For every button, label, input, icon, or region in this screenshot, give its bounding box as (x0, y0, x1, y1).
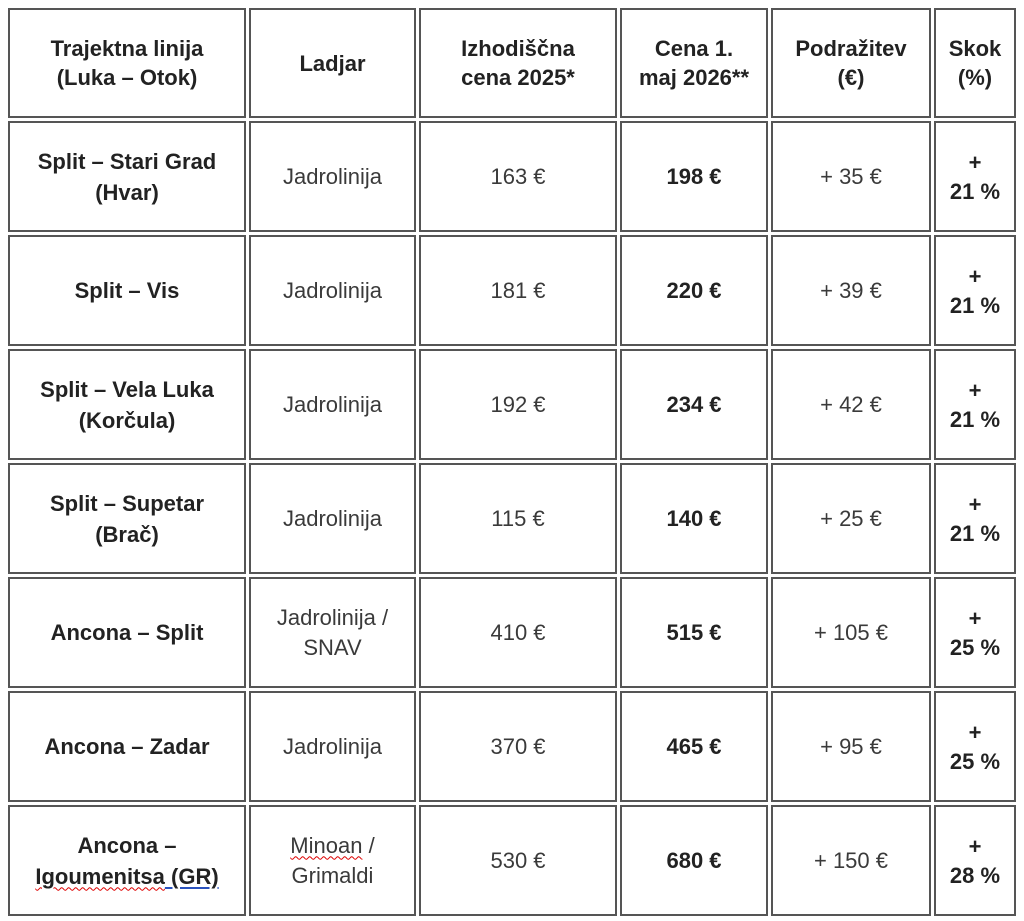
row3-operator (249, 349, 416, 460)
row3-jump-text: + 21 % (949, 377, 1001, 432)
row5-base-price-text: 410 € (490, 619, 546, 645)
header-jump (934, 8, 1016, 118)
row4-new-price (620, 463, 768, 574)
header-new-price (620, 8, 768, 118)
row5-new-price-text: 515 € (666, 619, 722, 645)
row7-operator (249, 805, 416, 916)
row5-jump (934, 577, 1016, 688)
row7-operator-text (290, 831, 374, 891)
row2-increase (771, 235, 931, 346)
row3-base-price (419, 349, 617, 460)
row5-route (8, 577, 246, 688)
row7-increase-text: + 150 € (813, 847, 888, 873)
row3-route (8, 349, 246, 460)
row1-increase-text: + 35 € (820, 163, 882, 189)
row1-operator-text: Jadrolinija (282, 163, 383, 189)
row7-route (8, 805, 246, 916)
row6-jump (934, 691, 1016, 802)
row6-operator (249, 691, 416, 802)
row4-increase-text: + 25 € (820, 505, 882, 531)
row4-jump (934, 463, 1016, 574)
row4-base-price (419, 463, 617, 574)
row6-route-text: Ancona – Zadar (44, 734, 210, 759)
row2-new-price (620, 235, 768, 346)
row6-increase-text: + 95 € (820, 733, 882, 759)
row1-operator (249, 121, 416, 232)
row2-operator-text: Jadrolinija (282, 277, 383, 303)
header-base-price-text: Izhodiščna cena 2025* (461, 36, 575, 90)
row1-route-text: Split – Stari Grad (Hvar) (37, 148, 217, 205)
row5-base-price (419, 577, 617, 688)
row7-increase (771, 805, 931, 916)
row7-base-price-text: 530 € (490, 847, 546, 873)
row7-jump (934, 805, 1016, 916)
row1-route (8, 121, 246, 232)
row3-route-text: Split – Vela Luka (Korčula) (40, 376, 214, 433)
row4-route-text: Split – Supetar (Brač) (49, 490, 205, 547)
header-increase-text: Podražitev (€) (795, 36, 907, 90)
row6-base-price-text: 370 € (490, 733, 546, 759)
row6-base-price (419, 691, 617, 802)
header-route (8, 8, 246, 118)
row5-new-price (620, 577, 768, 688)
row2-base-price-text: 181 € (490, 277, 546, 303)
row3-operator-text: Jadrolinija (282, 391, 383, 417)
row5-operator (249, 577, 416, 688)
row7-jump-text: + 28 % (949, 833, 1001, 888)
row7-route-line1: Ancona – (77, 832, 177, 858)
row1-new-price-text: 198 € (666, 163, 722, 189)
row7-base-price (419, 805, 617, 916)
row5-route-text: Ancona – Split (50, 620, 204, 645)
row4-jump-text: + 21 % (949, 491, 1001, 546)
row5-operator-text: Jadrolinija / SNAV (276, 604, 389, 660)
row3-jump (934, 349, 1016, 460)
row3-new-price (620, 349, 768, 460)
row4-increase (771, 463, 931, 574)
header-operator (249, 8, 416, 118)
row2-route-text: Split – Vis (74, 278, 180, 303)
row2-increase-text: + 39 € (820, 277, 882, 303)
row4-base-price-text: 115 € (491, 505, 545, 531)
row5-increase (771, 577, 931, 688)
row6-new-price (620, 691, 768, 802)
row2-base-price (419, 235, 617, 346)
header-increase (771, 8, 931, 118)
row6-operator-text: Jadrolinija (282, 733, 383, 759)
row2-new-price-text: 220 € (666, 277, 722, 303)
row7-new-price-text: 680 € (666, 847, 722, 873)
row7-operator-slash: / (362, 832, 375, 858)
row5-jump-text: + 25 % (949, 605, 1001, 660)
row3-new-price-text: 234 € (666, 391, 722, 417)
row4-operator-text: Jadrolinija (282, 505, 383, 531)
row1-base-price (419, 121, 617, 232)
header-new-price-text: Cena 1. maj 2026** (638, 36, 750, 90)
row6-new-price-text: 465 € (666, 733, 722, 759)
row2-route (8, 235, 246, 346)
row1-jump (934, 121, 1016, 232)
row4-new-price-text: 140 € (666, 505, 722, 531)
row7-route-text (35, 830, 218, 892)
row7-operator-minoan: Minoan (290, 832, 363, 858)
row2-jump-text: + 21 % (949, 263, 1001, 318)
header-jump-text: Skok (%) (948, 36, 1002, 90)
header-base-price (419, 8, 617, 118)
row1-base-price-text: 163 € (490, 163, 546, 189)
row3-base-price-text: 192 € (490, 391, 546, 417)
row2-jump (934, 235, 1016, 346)
row3-increase (771, 349, 931, 460)
row6-increase (771, 691, 931, 802)
row4-operator (249, 463, 416, 574)
row7-operator-grimaldi: Grimaldi (291, 862, 374, 888)
row7-new-price (620, 805, 768, 916)
row3-increase-text: + 42 € (820, 391, 882, 417)
row7-route-gr: (GR) (164, 863, 219, 889)
header-route-text: Trajektna linija (Luka – Otok) (50, 36, 204, 90)
row1-jump-text: + 21 % (949, 149, 1001, 204)
row4-route (8, 463, 246, 574)
row5-increase-text: + 105 € (813, 619, 888, 645)
header-operator-text: Ladjar (299, 50, 366, 76)
row1-increase (771, 121, 931, 232)
row2-operator (249, 235, 416, 346)
row6-route (8, 691, 246, 802)
row6-jump-text: + 25 % (949, 719, 1001, 774)
row7-route-igoumenitsa: Igoumenitsa (35, 863, 165, 889)
row1-new-price (620, 121, 768, 232)
